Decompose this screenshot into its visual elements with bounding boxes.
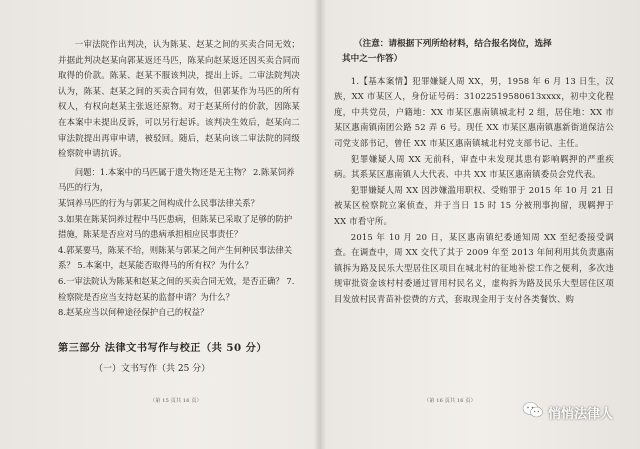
question-line: 3.如果在陈某饲养过程中马匹患病，但陈某已采取了足够的防护措施，陈某是否应对马的患病承担相应民事责任？ bbox=[58, 213, 293, 240]
instruction-note: （注意：请根据下列所给材料，结合报名岗位，选择 bbox=[354, 39, 552, 49]
left-page bbox=[0, 0, 318, 449]
wechat-logo-icon bbox=[522, 401, 544, 423]
case-paragraph: 犯罪嫌疑人周 XX 因涉嫌滥用职权、受贿罪于 2015 年 10 月 21 日被某区检察院立案侦查，并于当日 15 时 15 分被刑事拘留，现羁押于 XX 市看守所。 bbox=[334, 184, 614, 226]
section-title: 第三部分 法律文书写作与校正（共 50 分） bbox=[58, 341, 268, 354]
sub-title: （一）文书写作（共 25 分） bbox=[94, 364, 211, 375]
case-paragraph: 1.【基本案情】犯罪嫌疑人周 XX，男，1958 年 6 月 13 日生，汉族，XX 市某区人，身份证号码：31022519580613xxxx，初中文化程度，中共党员，户籍地：XX 市某区惠南镇城北村 2 组，居住地：XX 市某区惠南镇南团公路 52 弄 6 号。现任 XX 市某区惠南镇惠新街道保洁公司党支部书记，曾任 XX 市某区惠南镇城北村党支部书记、主任。 bbox=[334, 75, 614, 148]
right-page bbox=[322, 0, 640, 449]
watermark-text: 悄悄法律人 bbox=[548, 406, 614, 422]
left-page-footer: （第 15 页共 16 页） bbox=[150, 398, 202, 404]
question-line: 问题：1.本案中的马匹属于遗失物还是无主物？ 2.陈某饲养马匹的行为， bbox=[58, 166, 295, 193]
instruction-note-cont: 其中之一作答） bbox=[342, 54, 403, 64]
case-paragraph: 一审法院作出判决，认为陈某、赵某之间的买卖合同无效；并据此判决赵某向郭某返还马匹，陈某向赵某返还因买卖合同而取得的价款。陈某、赵某不服该判决，提出上诉。二审法院判决认为，陈某、赵某之间的买卖合同有效，但郭某作为马匹的所有权人，有权向赵某主张返还原物。对于赵某所付的价款，因陈某在本案中未提出反诉，可以另行起诉。该判决生效后，赵某向二审法院提出再审申请，被驳回。随后，赵某向该二审法院的同级检察院申请抗诉。 bbox=[58, 39, 300, 159]
question-list bbox=[58, 165, 300, 321]
question-line: 6.一审法院认为陈某和赵某之间的买卖合同无效，是否正确？ 7.检察院是否应当支持赵某的监督申请？为什么？ bbox=[58, 275, 295, 302]
question-line: 4.郭某要马，陈某不给，则陈某与郭某之间产生何种民事法律关系？ 5.本案中，赵某能否取得马的所有权？为什么？ bbox=[58, 244, 293, 271]
question-line: 某饲养马匹的行为与郭某之间构成什么民事法律关系？ bbox=[58, 197, 259, 208]
right-page-footer: （第 16 页共 16 页） bbox=[424, 398, 476, 404]
case-paragraph: 犯罪嫌疑人周 XX 无前科，审查中未发现其患有影响羁押的严重疾病。其系某区惠南镇人大代表、中共 XX 市某区惠南镇委员会党代表。 bbox=[334, 153, 614, 180]
question-line: 8.赵某应当以何种途径保护自己的权益？ bbox=[58, 307, 209, 318]
case-paragraph: 2015 年 10 月 20 日，某区惠南镇纪委通知周 XX 至纪委接受调查。在调查中，周 XX 交代了其于 2009 年至 2013 年间利用其负责惠南镇拆为路及民乐大型居住区项目在城北村的征地补偿工作之便利，多次违规审批资金该村村委通过冒用村民名义，虚构拆为路及民乐大型居住区项目发放村民青苗补偿费的方式，套取现金用于支付各类餐饮、购 bbox=[334, 231, 614, 304]
watermark bbox=[522, 400, 613, 424]
